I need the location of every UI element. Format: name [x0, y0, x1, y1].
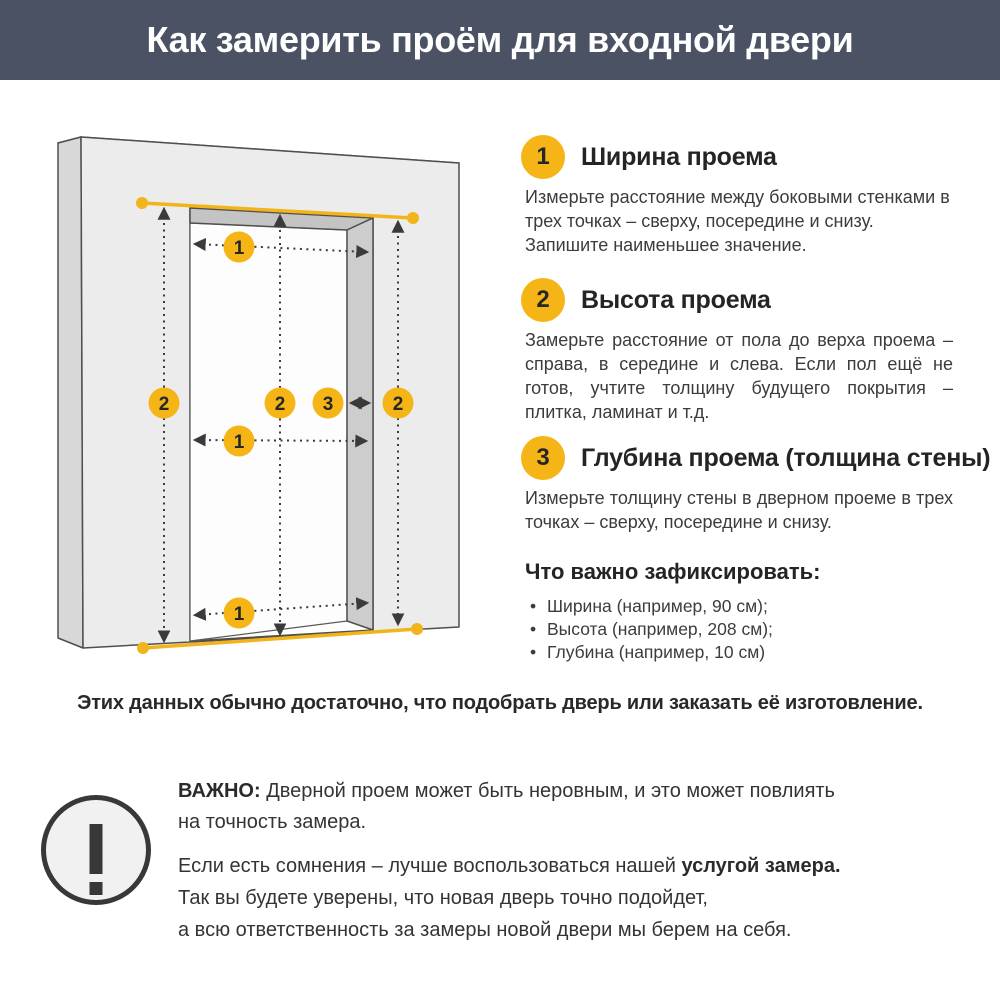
advice-line-1 — [178, 850, 898, 882]
exclamation-dot — [90, 882, 103, 895]
step-2-badge: 2 — [521, 278, 565, 322]
badge-height-right-label: 2 — [392, 393, 404, 415]
badge-depth-label: 3 — [322, 393, 334, 415]
checklist-item-height: • Высота (например, 208 см); — [525, 618, 953, 641]
tape-dot — [136, 197, 148, 209]
steps-column — [521, 135, 991, 664]
badge-width-top-label: 1 — [233, 237, 245, 259]
doorway-diagram — [0, 0, 520, 700]
exclamation-bar — [90, 824, 103, 874]
step-2-text: Замерьте расстояние от пола до верха проема – справа, в середине и слева. Если пол ещё не готов, учтите толщину будущего покрытия – плитка, ламинат и т.д. — [525, 330, 953, 422]
important-note-line-2: на точность замера. — [178, 811, 367, 833]
opening-right-jamb-face — [347, 218, 373, 630]
tape-dot — [407, 212, 419, 224]
tape-dot — [411, 623, 423, 635]
step-2-title: Высота проема — [581, 285, 771, 314]
advice-line-3: а всю ответственность за замеры новой двери мы берем на себя. — [178, 919, 792, 941]
advice-text-bold: услугой замера. — [681, 855, 841, 877]
important-note — [178, 776, 878, 838]
step-3-text: Измерьте толщину стены в дверном проеме в трех точках – сверху, посередине и снизу. — [525, 488, 953, 532]
tape-dot — [137, 642, 149, 654]
step-3-header — [521, 436, 991, 480]
page-title: Как замерить проём для входной двери — [146, 19, 854, 60]
step-3-title: Глубина проема (толщина стены) — [581, 443, 991, 472]
badge-width-bottom-label: 1 — [233, 603, 245, 625]
advice-note — [178, 850, 898, 946]
step-1-text: Измерьте расстояние между боковыми стенками в трех точках – сверху, посередине и снизу. Запишите наименьшее значение. — [525, 187, 950, 255]
summary-line: Этих данных обычно достаточно, что подобрать дверь или заказать её изготовление. — [77, 692, 923, 714]
step-3-badge: 3 — [521, 436, 565, 480]
important-note-line-1 — [178, 776, 878, 807]
step-1-header — [521, 135, 953, 179]
badge-height-middle-label: 2 — [274, 393, 286, 415]
advice-text-normal: Если есть сомнения – лучше воспользоваться нашей — [178, 855, 676, 877]
exclamation-icon — [41, 795, 151, 905]
checklist-title: Что важно зафиксировать: — [525, 559, 821, 584]
important-text-1: Дверной проем может быть неровным, и это может повлиять — [266, 780, 835, 802]
checklist-item-width: • Ширина (например, 90 см); — [525, 595, 953, 618]
wall-side-face — [58, 137, 83, 648]
badge-height-left-label: 2 — [158, 393, 170, 415]
advice-line-2: Так вы будете уверены, что новая дверь точно подойдет, — [178, 887, 708, 909]
important-label: ВАЖНО: — [178, 780, 261, 802]
step-2-header — [521, 278, 953, 322]
doorway-diagram-svg — [0, 0, 520, 700]
checklist — [525, 595, 953, 664]
step-1-title: Ширина проема — [581, 142, 777, 171]
badge-width-middle-label: 1 — [233, 431, 245, 453]
checklist-item-depth: • Глубина (например, 10 см) — [525, 641, 953, 664]
step-1-badge: 1 — [521, 135, 565, 179]
opening-interior — [190, 223, 347, 641]
